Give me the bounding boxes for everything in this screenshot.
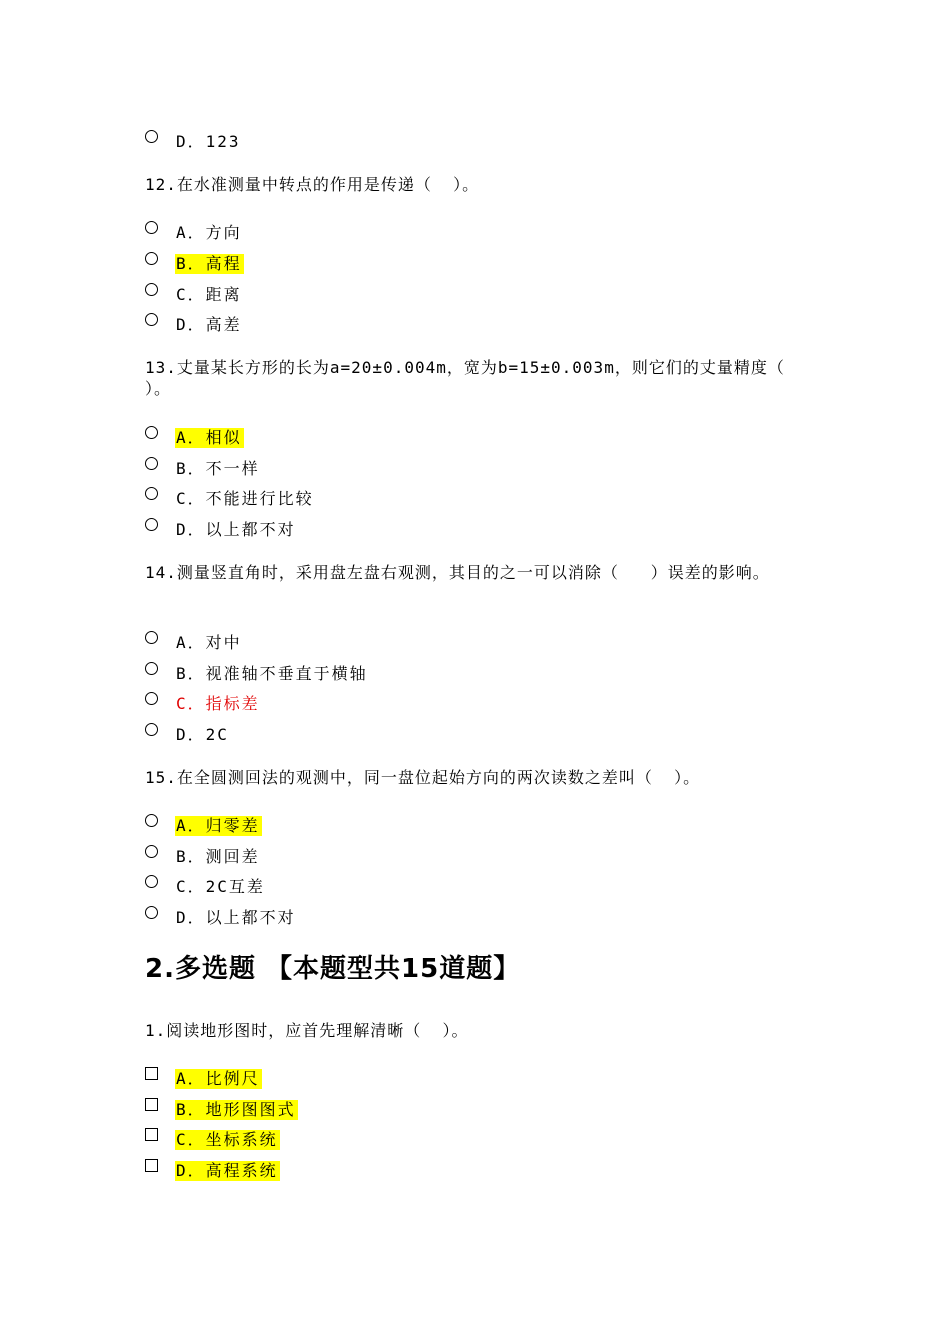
checkbox[interactable] [145, 1067, 158, 1080]
option-label: A．方向 [176, 223, 242, 242]
radio-button[interactable] [145, 631, 158, 644]
option-label: A．比例尺 [176, 1069, 260, 1088]
question-13-stem: 13.丈量某长方形的长为a=20±0.004m，宽为b=15±0.003m，则它们的丈量精度（ ）。 [145, 358, 807, 398]
option-label: B．不一样 [176, 459, 260, 478]
checkbox[interactable] [145, 1098, 158, 1111]
option-label: A．归零差 [176, 816, 260, 835]
radio-button[interactable] [145, 252, 158, 265]
option-label: C．指标差 [176, 694, 260, 713]
multi-question-1-stem: 1.阅读地形图时，应首先理解清晰（ ）。 [145, 1021, 469, 1040]
option-label: B．地形图图式 [176, 1100, 296, 1119]
option-label: B．测回差 [176, 847, 260, 866]
radio-button[interactable] [145, 906, 158, 919]
option-label: C．距离 [176, 285, 242, 304]
option-label: D．以上都不对 [176, 908, 296, 927]
option-label: C．坐标系统 [176, 1130, 278, 1149]
option-label: C．不能进行比较 [176, 489, 314, 508]
option-label: A．相似 [176, 428, 242, 447]
question-12-stem: 12.在水准测量中转点的作用是传递（ ）。 [145, 175, 480, 194]
option-label: D．123 [176, 132, 241, 151]
radio-button[interactable] [145, 487, 158, 500]
option-label: B．视准轴不垂直于横轴 [176, 664, 368, 683]
radio-button[interactable] [145, 130, 158, 143]
radio-button[interactable] [145, 457, 158, 470]
radio-button[interactable] [145, 518, 158, 531]
radio-button[interactable] [145, 283, 158, 296]
radio-button[interactable] [145, 723, 158, 736]
radio-button[interactable] [145, 221, 158, 234]
radio-button[interactable] [145, 313, 158, 326]
option-label: C．2C互差 [176, 877, 265, 896]
radio-button[interactable] [145, 845, 158, 858]
option-label: D．以上都不对 [176, 520, 296, 539]
checkbox[interactable] [145, 1159, 158, 1172]
radio-button[interactable] [145, 662, 158, 675]
radio-button[interactable] [145, 875, 158, 888]
option-label: A．对中 [176, 633, 242, 652]
option-label: D．2C [176, 725, 229, 744]
option-label: D．高程系统 [176, 1161, 278, 1180]
question-14-stem: 14.测量竖直角时，采用盘左盘右观测，其目的之一可以消除（ ）误差的影响。 [145, 563, 770, 582]
option-label: B．高程 [176, 254, 242, 273]
radio-button[interactable] [145, 692, 158, 705]
option-label: D．高差 [176, 315, 242, 334]
radio-button[interactable] [145, 426, 158, 439]
checkbox[interactable] [145, 1128, 158, 1141]
radio-button[interactable] [145, 814, 158, 827]
question-15-stem: 15.在全圆测回法的观测中，同一盘位起始方向的两次读数之差叫（ ）。 [145, 768, 701, 787]
section-heading: 2.多选题 【本题型共15道题】 [145, 954, 521, 984]
